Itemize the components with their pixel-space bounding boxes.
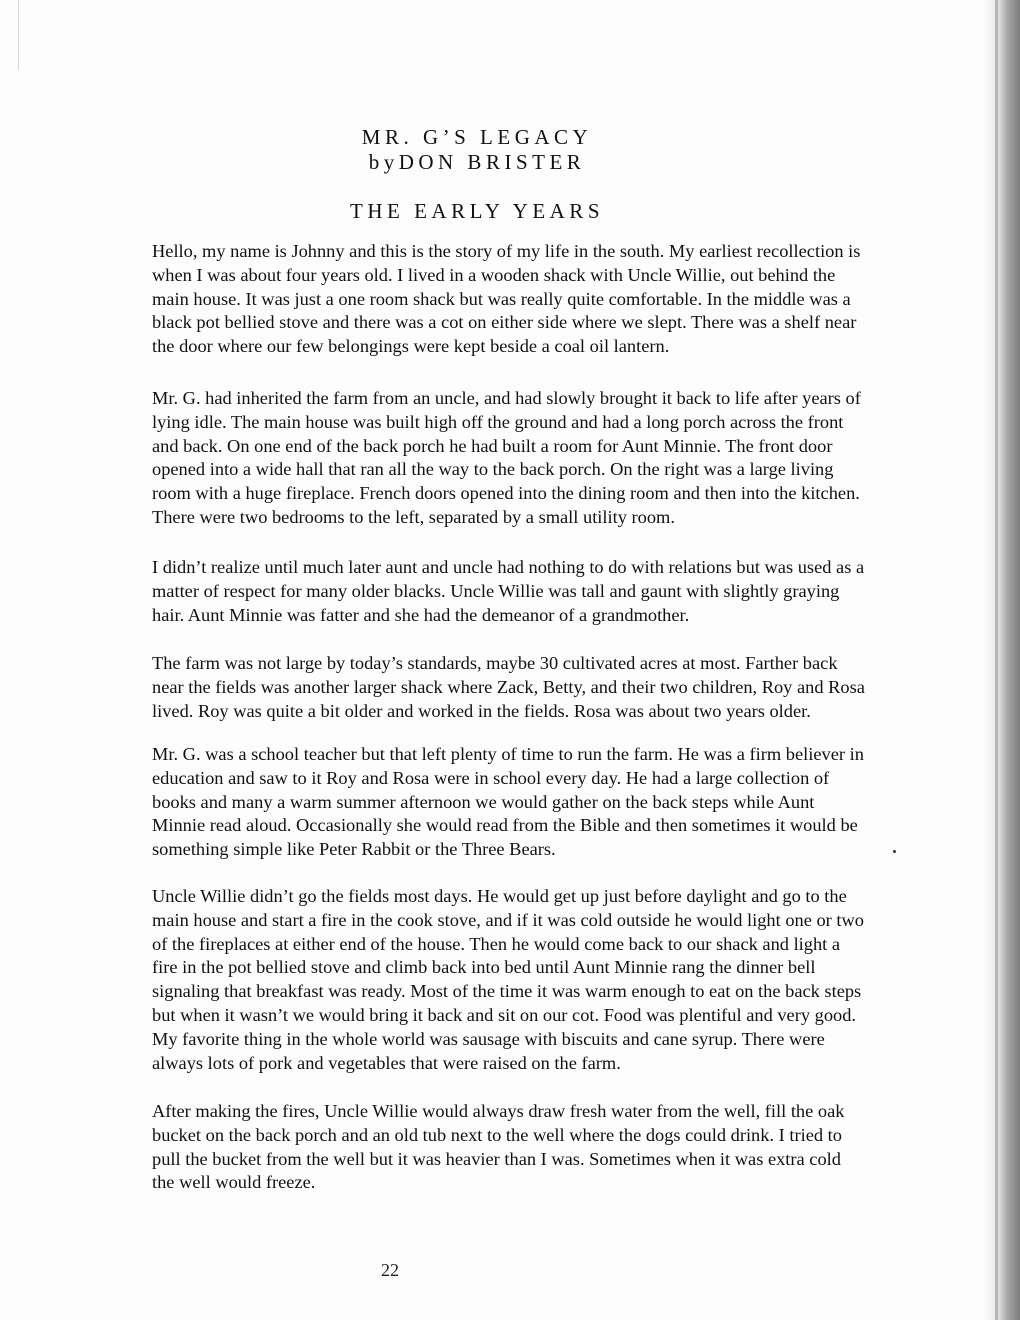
- text-line: main house. It was just a one room shack but was really quite comfortable. In the middle was a: [152, 288, 851, 309]
- page-number: 22: [381, 1260, 399, 1280]
- text-line: but when it wasn’t we would bring it back and sit on our cot. Food was plentiful and very good.: [152, 1004, 857, 1025]
- text-line: education and saw to it Roy and Rosa were in school every day. He had a large collection of: [152, 767, 830, 788]
- text-line: room with a huge fireplace. French doors opened into the dining room and then into the kitchen.: [152, 483, 860, 504]
- paragraph-7: [152, 1100, 942, 1195]
- text-line: opened into a wide hall that ran all the way to the back porch. On the right was a large living: [152, 459, 834, 480]
- text-line: main house and start a fire in the cook stove, and if it was cold outside he would light one or two: [152, 909, 864, 930]
- text-line: lived. Roy was quite a bit older and worked in the fields. Rosa was about two years older.: [152, 700, 811, 721]
- text-line: the well would freeze.: [152, 1172, 316, 1193]
- paragraph-6: [152, 885, 942, 1075]
- text-line: Uncle Willie didn’t go the fields most days. He would get up just before daylight and go to the: [152, 886, 847, 906]
- text-line: There were two bedrooms to the left, separated by a small utility room.: [152, 506, 675, 527]
- scan-mark: [18, 0, 19, 70]
- paragraph-3: [152, 556, 942, 627]
- text-line: After making the fires, Uncle Willie would always draw fresh water from the well, fill the oak: [152, 1101, 845, 1121]
- book-title: MR. G’S LEGACY: [361, 125, 593, 149]
- text-line: of the fireplaces at either end of the house. Then he would come back to our shack and light a: [152, 933, 841, 954]
- author-byline: byDON BRISTER: [368, 150, 586, 174]
- binding-edge: [995, 0, 998, 1320]
- text-line: books and many a warm summer afternoon we would gather on the back steps while Aunt: [152, 791, 815, 812]
- paragraph-5: [152, 743, 942, 862]
- paragraph-1: [152, 240, 942, 359]
- text-line: lying idle. The main house was built high off the ground and had a long porch across the front: [152, 411, 844, 432]
- text-line: fire in the pot bellied stove and climb back into bed until Aunt Minnie rang the dinner bell: [152, 957, 816, 978]
- text-line: when I was about four years old. I lived in a wooden shack with Uncle Willie, out behind the: [152, 264, 836, 285]
- text-line: I didn’t realize until much later aunt and uncle had nothing to do with relations but was used as a: [152, 557, 865, 577]
- text-line: Mr. G. was a school teacher but that left plenty of time to run the farm. He was a firm believer in: [152, 744, 864, 764]
- text-line: the door where our few belongings were kept beside a coal oil lantern.: [152, 336, 670, 357]
- paragraph-4: [152, 652, 942, 723]
- paragraph-2: [152, 387, 942, 530]
- text-line: signaling that breakfast was ready. Most of the time it was warm enough to eat on the back steps: [152, 981, 862, 1002]
- binding-shadow: [984, 0, 1020, 1320]
- text-line: Hello, my name is Johnny and this is the story of my life in the south. My earliest recollection is: [152, 241, 861, 261]
- text-line: near the fields was another larger shack where Zack, Betty, and their two children, Roy and Rosa: [152, 676, 865, 697]
- text-line: hair. Aunt Minnie was fatter and she had the demeanor of a grandmother.: [152, 604, 690, 625]
- text-line: always lots of pork and vegetables that were raised on the farm.: [152, 1052, 621, 1073]
- text-line: Minnie read aloud. Occasionally she would read from the Bible and then sometimes it would be: [152, 815, 858, 836]
- text-line: Mr. G. had inherited the farm from an uncle, and had slowly brought it back to life after years of: [152, 388, 861, 408]
- text-line: something simple like Peter Rabbit or the Three Bears.: [152, 839, 556, 860]
- text-line: matter of respect for many older blacks. Uncle Willie was tall and gaunt with slightly graying: [152, 580, 840, 601]
- text-line: black pot bellied stove and there was a cot on either side where we slept. There was a shelf near: [152, 312, 857, 333]
- text-line: The farm was not large by today’s standards, maybe 30 cultivated acres at most. Farther back: [152, 653, 838, 673]
- text-line: pull the bucket from the well but it was heavier than I was. Sometimes when it was extra cold: [152, 1148, 841, 1169]
- text-line: My favorite thing in the whole world was sausage with biscuits and cane syrup. There were: [152, 1028, 825, 1049]
- stray-dot: [893, 850, 896, 853]
- text-line: and back. On one end of the back porch he had built a room for Aunt Minnie. The front door: [152, 435, 833, 456]
- text-line: bucket on the back porch and an old tub next to the well where the dogs could drink. I tried to: [152, 1124, 842, 1145]
- chapter-heading: THE EARLY YEARS: [350, 199, 604, 223]
